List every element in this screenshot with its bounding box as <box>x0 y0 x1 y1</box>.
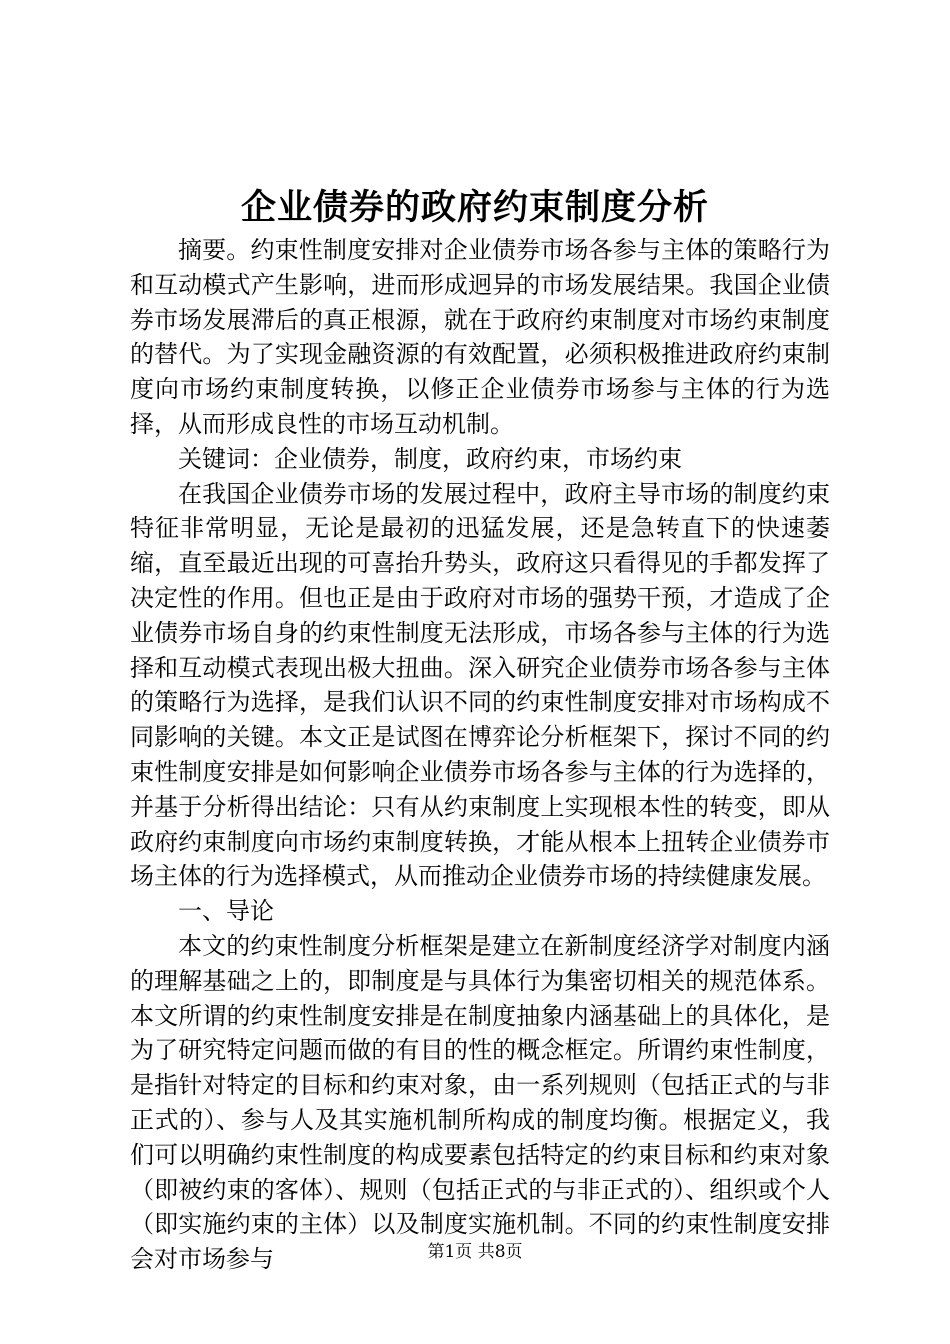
abstract-paragraph: 摘要。约束性制度安排对企业债券市场各参与主体的策略行为和互动模式产生影响，进而形成迥异的市场发展结果。我国企业债券市场发展滞后的真正根源，就在于政府约束制度对市场约束制度的替代。为了实现金融资源的有效配置，必须积极推进政府约束制度向市场约束制度转换，以修正企业债券市场参与主体的行为选择，从而形成良性的市场互动机制。 <box>130 236 830 438</box>
body-paragraph: 本文的约束性制度分析框架是建立在新制度经济学对制度内涵的理解基础之上的，即制度是与具体行为集密切相关的规范体系。本文所谓的约束性制度安排是在制度抽象内涵基础上的具体化，是为了研究特定问题而做的有目的性的概念框定。所谓约束性制度，是指针对特定的目标和约束对象，由一系列规则（包括正式的与非正式的）、参与人及其实施机制所构成的制度均衡。根据定义，我们可以明确约束性制度的构成要素包括特定的约束目标和约束对象（即被约束的客体）、规则（包括正式的与非正式的）、组织或个人（即实施约束的主体）以及制度实施机制。不同的约束性制度安排会对市场参与 <box>130 931 830 1274</box>
document-body <box>130 233 830 1277</box>
document-title: 企业债券的政府约束制度分析 <box>240 187 709 228</box>
keywords-paragraph: 关键词：企业债券，制度，政府约束，市场约束 <box>178 444 682 473</box>
intro-paragraph: 在我国企业债券市场的发展过程中，政府主导市场的制度约束特征非常明显，无论是最初的迅猛发展，还是急转直下的快速萎缩，直至最近出现的可喜抬升势头，政府这只看得见的手都发挥了决定性的作用。但也正是由于政府对市场的强势干预，才造成了企业债券市场自身的约束性制度无法形成，市场各参与主体的行为选择和互动模式表现出极大扭曲。深入研究企业债券市场各参与主体的策略行为选择，是我们认识不同的约束性制度安排对市场构成不同影响的关键。本文正是试图在博弈论分析框架下，探讨不同的约束性制度安排是如何影响企业债券市场各参与主体的行为选择的，并基于分析得出结论：只有从约束制度上实现根本性的转变，即从政府约束制度向市场约束制度转换，才能从根本上扭转企业债券市场主体的行为选择模式，从而推动企业债券市场的持续健康发展。 <box>130 479 830 891</box>
page-number-footer: 第1页 共8页 <box>427 1242 523 1262</box>
section-heading: 一、导论 <box>178 897 274 926</box>
